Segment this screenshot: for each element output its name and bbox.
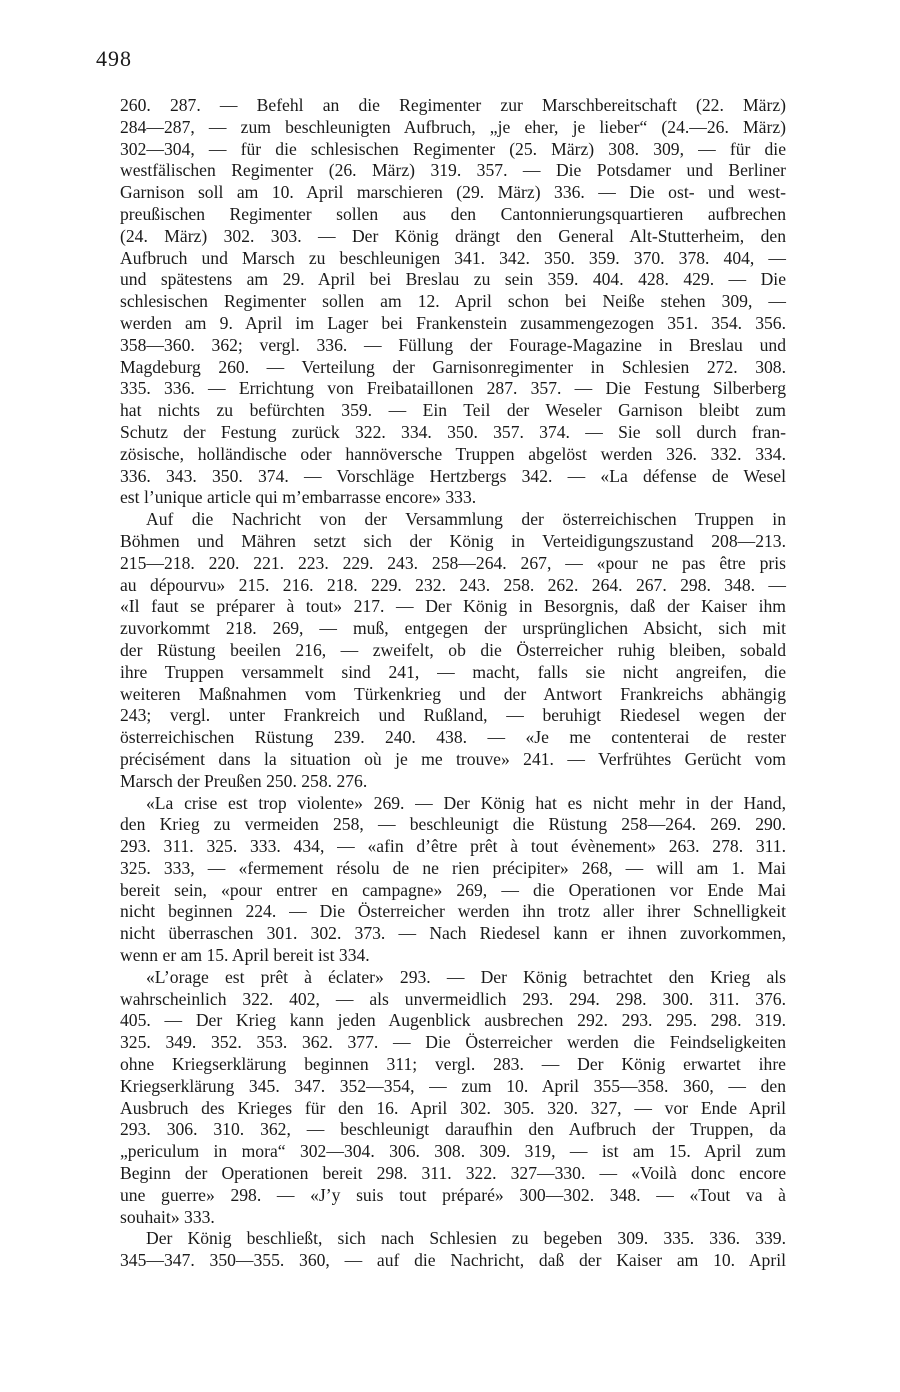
- text-line: «La crise est trop violente» 269. — Der König hat es nicht mehr in der Hand,: [146, 792, 786, 813]
- text-line: bereit sein, «pour entrer en campagne» 269, — die Operationen vor Ende Mai: [120, 879, 786, 900]
- text-line: 405. — Der Krieg kann jeden Augenblick ausbrechen 292. 293. 295. 298. 319.: [120, 1010, 786, 1031]
- text-line: Marsch der Preußen 250. 258. 276.: [120, 770, 368, 791]
- text-line: den Krieg zu vermeiden 258, — beschleunigt die Rüstung 258—264. 269. 290.: [120, 814, 786, 835]
- text-line: zuvorkommt 218. 269, — muß, entgegen der ursprünglichen Absicht, sich mit: [120, 618, 786, 639]
- text-line: österreichischen Rüstung 239. 240. 438. — «Je me contenterai de rester: [120, 727, 786, 748]
- paragraph: [120, 509, 786, 792]
- text-line: Magdeburg 260. — Verteilung der Garnisonregimenter in Schlesien 272. 308.: [120, 356, 786, 377]
- text-line: nicht überraschen 301. 302. 373. — Nach Riedesel kann er ihnen zuvorkommen,: [120, 923, 786, 944]
- text-line: souhait» 333.: [120, 1206, 215, 1227]
- text-line: 260. 287. — Befehl an die Regimenter zur Marschbereitschaft (22. März): [120, 95, 786, 115]
- text-line: au dépourvu» 215. 216. 218. 229. 232. 243. 258. 262. 264. 267. 298. 348. —: [120, 574, 786, 595]
- text-line: 293. 311. 325. 333. 434, — «afin d’être prêt à tout évènement» 263. 278. 311.: [120, 836, 786, 857]
- text-line: ihre Truppen versammelt sind 241, — macht, falls sie nicht angreifen, die: [120, 661, 786, 682]
- text-line: 284—287, — zum beschleunigten Aufbruch, „je eher, je lieber“ (24.—26. März): [120, 116, 786, 137]
- paragraph: [120, 967, 786, 1229]
- text-line: werden am 9. April im Lager bei Frankenstein zusammengezogen 351. 354. 356.: [120, 312, 786, 333]
- text-line: der Rüstung beeilen 216, — zweifelt, ob die Österreicher ruhig bleiben, sobald: [120, 639, 786, 660]
- text-line: Der König beschließt, sich nach Schlesien zu begeben 309. 335. 336. 339.: [146, 1228, 786, 1249]
- text-line: Ausbruch des Krieges für den 16. April 302. 305. 320. 327, — vor Ende April: [120, 1097, 786, 1118]
- text-line: 345—347. 350—355. 360, — auf die Nachricht, daß der Kaiser am 10. April: [120, 1250, 786, 1271]
- text-line: „periculum in mora“ 302—304. 306. 308. 309. 319, — ist am 15. April zum: [120, 1141, 786, 1162]
- text-line: 325. 333, — «fermement résolu de ne rien précipiter» 268, — will am 1. Mai: [120, 857, 786, 878]
- text-line: ohne Kriegserklärung beginnen 311; vergl. 283. — Der König erwartet ihre: [120, 1054, 786, 1075]
- text-line: westfälischen Regimenter (26. März) 319. 357. — Die Potsdamer und Berliner: [120, 160, 786, 181]
- text-line: 302—304, — für die schlesischen Regimenter (25. März) 308. 309, — für die: [120, 138, 786, 159]
- text-line: 358—360. 362; vergl. 336. — Füllung der Fourage-Magazine in Breslau und: [120, 334, 786, 355]
- text-line: «L’orage est prêt à éclater» 293. — Der König betrachtet den Krieg als: [146, 966, 786, 987]
- text-line: 335. 336. — Errichtung von Freibataillonen 287. 357. — Die Festung Silberberg: [120, 378, 786, 399]
- text-line: hat nichts zu befürchten 359. — Ein Teil der Weseler Garnison bleibt zum: [120, 400, 786, 421]
- text-line: 293. 306. 310. 362, — beschleunigt daraufhin den Aufbruch der Truppen, da: [120, 1119, 786, 1140]
- paragraph: [120, 793, 786, 967]
- text-line: schlesischen Regimenter sollen am 12. April schon bei Neiße stehen 309, —: [120, 291, 786, 312]
- text-line: Böhmen und Mähren setzt sich der König in Verteidigungszustand 208—213.: [120, 530, 786, 551]
- text-line: Garnison soll am 10. April marschieren (29. März) 336. — Die ost- und west-: [120, 182, 786, 203]
- text-line: nicht beginnen 224. — Die Österreicher werden ihn trotz aller ihrer Schnelligkeit: [120, 901, 786, 922]
- text-line: 325. 349. 352. 353. 362. 377. — Die Österreicher werden die Feindseligkeiten: [120, 1032, 786, 1053]
- text-line: Aufbruch und Marsch zu beschleunigen 341. 342. 350. 359. 370. 378. 404, —: [120, 247, 786, 268]
- text-line: précisément dans la situation où je me trouve» 241. — Verfrühtes Gerücht vom: [120, 748, 786, 769]
- body-text: [120, 95, 786, 1272]
- text-line: 336. 343. 350. 374. — Vorschläge Hertzbergs 342. — «La défense de Wesel: [120, 465, 786, 486]
- text-line: est l’unique article qui m’embarrasse encore» 333.: [120, 487, 477, 508]
- page-number: 498: [96, 46, 132, 71]
- text-line: wahrscheinlich 322. 402, — als unvermeidlich 293. 294. 298. 300. 311. 376.: [120, 988, 786, 1009]
- text-line: Beginn der Operationen bereit 298. 311. 322. 327—330. — «Voilà donc encore: [120, 1163, 786, 1184]
- paragraph: [120, 95, 786, 509]
- text-line: Auf die Nachricht von der Versammlung der österreichischen Truppen in: [146, 509, 786, 530]
- text-line: wenn er am 15. April bereit ist 334.: [120, 945, 370, 966]
- text-line: 215—218. 220. 221. 223. 229. 243. 258—264. 267, — «pour ne pas être pris: [120, 552, 786, 573]
- paragraph: [120, 1228, 786, 1272]
- text-line: preußischen Regimenter sollen aus den Cantonnierungsquartieren aufbrechen: [120, 203, 786, 224]
- text-line: Schutz der Festung zurück 322. 334. 350. 357. 374. — Sie soll durch fran-: [120, 421, 786, 442]
- text-line: weiteren Maßnahmen vom Türkenkrieg und der Antwort Frankreichs abhängig: [120, 683, 786, 704]
- text-line: und spätestens am 29. April bei Breslau zu sein 359. 404. 428. 429. — Die: [120, 269, 786, 290]
- text-line: (24. März) 302. 303. — Der König drängt den General Alt-Stutterheim, den: [120, 225, 786, 246]
- text-line: zösische, holländische oder hannöversche Truppen abgelöst werden 326. 332. 334.: [120, 443, 786, 464]
- text-line: une guerre» 298. — «J’y suis tout préparé» 300—302. 348. — «Tout va à: [120, 1184, 786, 1205]
- text-line: 243; vergl. unter Frankreich und Rußland, — beruhigt Riedesel wegen der: [120, 705, 786, 726]
- text-line: «Il faut se préparer à tout» 217. — Der König in Besorgnis, daß der Kaiser ihm: [120, 596, 786, 617]
- text-line: Kriegserklärung 345. 347. 352—354, — zum 10. April 355—358. 360, — den: [120, 1075, 786, 1096]
